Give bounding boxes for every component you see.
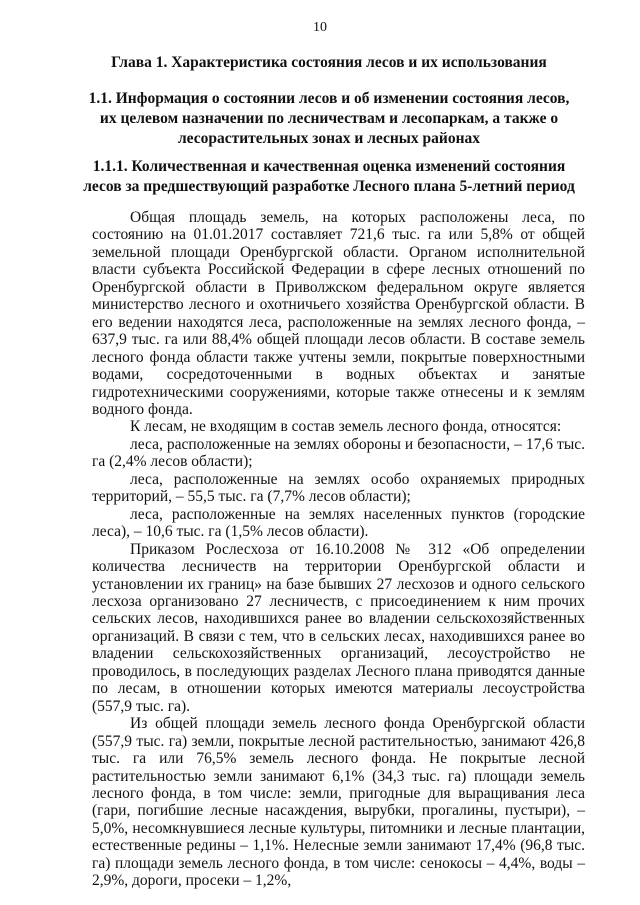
paragraph-total-area: Общая площадь земель, на которых расположены леса, по состоянию на 01.01.2017 составляет 721,6 тыс. га или 5,8% от общей земельной площади Оренбургской области. Органом исполнительной власти субъекта Российской Федерации в сфере лесных отношений по Оренбургской области в Приволжском федеральном округе является министерство лесного и охотничьего хозяйства Оренбургской области. В его ведении находятся леса, расположенные на землях лесного фонда, – 637,9 тыс. га или 88,4% общей площади лесов области. В составе земель лесного фонда области также учтены земли, покрытые поверхностными водами, сосредоточенными в водных объектах и занятые гидротехническими сооружениями, которые также отнесены и к землям водного фонда. — [92, 209, 585, 418]
paragraph-urban-forests: леса, расположенные на землях населенных пунктов (городские леса), – 10,6 тыс. га (1,5% лесов области). — [92, 505, 585, 541]
section-heading: 1.1. Информация о состоянии лесов и об изменении состояния лесов, их целевом назначении по лесничествам и лесопаркам, а также о лесорастительных зонах и лесных районах — [88, 90, 570, 147]
subsection-heading: 1.1.1. Количественная и качественная оценка изменений состояния лесов за предшествующий разработке Лесного плана 5-летний период — [83, 158, 575, 195]
paragraph-protected-areas: леса, расположенные на землях особо охраняемых природных территорий, – 55,5 тыс. га (7,7% лесов области); — [92, 470, 585, 506]
paragraph-rosleskhoz-order: Приказом Рослесхоза от 16.10.2008 № 312 «Об определении количества лесничеств на территории Оренбургской области и установлении их границ» на базе бывших 27 лесхозов и одного сельского лесхоза организовано 27 лесничеств, с присоединением к ним прочих сельских лесов, находившихся ранее во владении сельскохозяйственных организаций. В связи с тем, что в сельских лесах, находившихся ранее во владении сельскохозяйственных организаций, лесоустройство не проводилось, в последующих разделах Лесного плана приводятся данные по лесам, в отношении которых имеются материалы лесоустройства (557,9 тыс. га). — [92, 540, 585, 715]
paragraph-defense-lands: леса, расположенные на землях обороны и безопасности, – 17,6 тыс. га (2,4% лесов области); — [92, 435, 585, 471]
body-text — [92, 209, 585, 890]
paragraph-land-structure: Из общей площади земель лесного фонда Оренбургской области (557,9 тыс. га) земли, покрытые лесной растительностью, занимают 426,8 тыс. га или 76,5% земель лесного фонда. Не покрытые лесной растительностью земли занимают 6,1% (34,3 тыс. га) площади земель лесного фонда, в том числе: земли, пригодные для выращивания леса (гари, погибшие лесные насаждения, вырубки, прогалины, пустыри), – 5,0%, несомкнувшиеся лесные культуры, питомники и лесные плантации, естественные редины – 1,1%. Нелесные земли занимают 17,4% (96,8 тыс. га) площади земель лесного фонда, в том числе: сенокосы – 4,4%, воды – 2,9%, дороги, просеки – 1,2%, — [92, 715, 585, 890]
paragraph-non-fund-intro: К лесам, не входящим в состав земель лесного фонда, относятся: — [130, 418, 562, 436]
chapter-heading: Глава 1. Характеристика состояния лесов и их использования — [111, 54, 547, 71]
page-number: 10 — [313, 20, 327, 35]
